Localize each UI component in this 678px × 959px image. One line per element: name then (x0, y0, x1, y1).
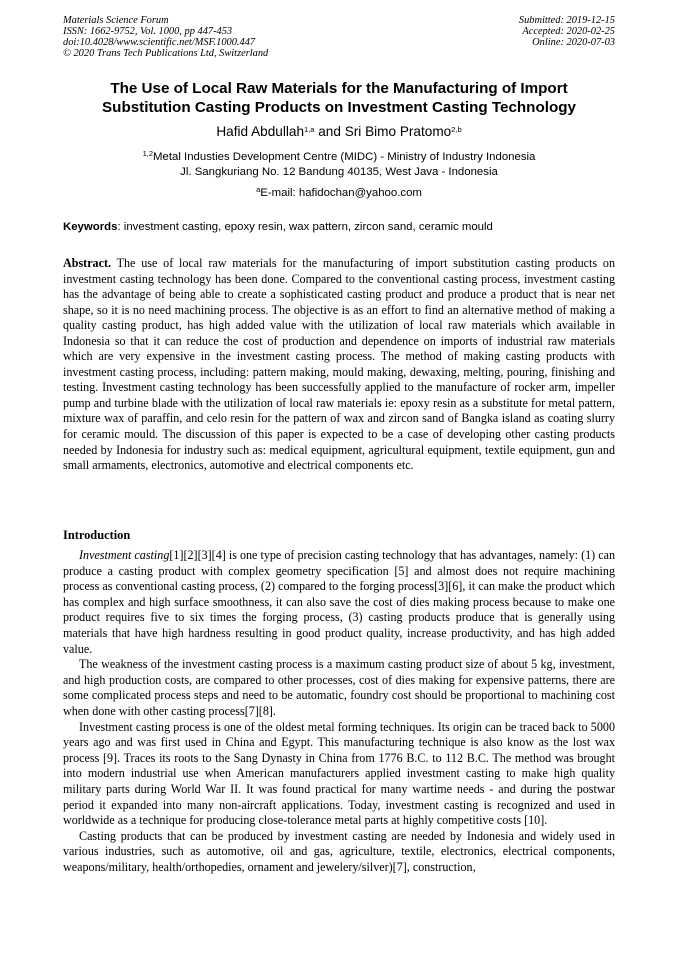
abstract-label: Abstract. (63, 256, 112, 270)
intro-paragraph-4: Casting products that can be produced by investment casting are needed by Indonesia and widely used in various industries, such as automotive, oil and gas, agriculture, textile, electronics, electrical components, weapons/military, health/orthopedies, ornament and jewelery/silver)[7], construction, (63, 828, 615, 874)
submitted-date: Submitted: 2019-12-15 (518, 15, 615, 26)
introduction-body (63, 548, 615, 875)
keywords-label: Keywords (63, 221, 118, 233)
copyright-line: © 2020 Trans Tech Publications Ltd, Switzerland (63, 48, 269, 59)
author-2-affil: 2,b (451, 125, 462, 134)
online-date: Online: 2020-07-03 (532, 37, 615, 48)
author-1-affil: 1,a (304, 125, 315, 134)
intro-term: Investment casting (79, 548, 170, 562)
intro-paragraph-2: The weakness of the investment casting process is a maximum casting product size of about 5 kg, investment, and high production costs, are compared to other processes, cost of dies making for expensive patterns, there are some complicated process steps and need to be automatic, foundry cost should be proportional to machining cost when done with other casting process[7][8]. (63, 657, 615, 718)
title-line-2: Substitution Casting Products on Investment Casting Technology (102, 99, 576, 116)
contact-email (40, 186, 638, 201)
author-conjunction: and (314, 124, 345, 139)
introduction-heading: Introduction (63, 528, 131, 542)
author-1: Hafid Abdullah (216, 124, 305, 139)
affiliation-sup: 1,2 (142, 149, 154, 158)
doi-line: doi:10.4028/www.scientific.net/MSF.1000.447 (63, 37, 256, 48)
author-2: Sri Bimo Pratomo (344, 124, 452, 139)
affiliation (40, 150, 638, 180)
keywords (63, 220, 623, 235)
affiliation-line-1: Metal Industies Development Centre (MIDC) - Ministry of Industry Indonesia (153, 151, 536, 163)
accepted-date: Accepted: 2020-02-25 (522, 26, 615, 37)
journal-info (63, 15, 268, 59)
intro-paragraph-3: Investment casting process is one of the oldest metal forming techniques. Its origin can be traced back to 5000 years ago and was first used in China and Egypt. This manufacturing technique is also know as the lost wax process [9]. Traces its roots to the Sang Dynasty in China from 1776 B.C. to 112 B.C. The method was brought into modern industrial use when American manufacturers applied investment casting to make high quality military parts during World War II. It was found practical for many wartime needs - and during the postwar period it expanded into many non-aircraft applications. Today, investment casting is recognized and used in worldwide as a technique for producing close-tolerance metal parts at highly competitive costs [10]. (63, 719, 615, 828)
email-sup: a (256, 185, 261, 194)
abstract-text: The use of local raw materials for the manufacturing of import substitution casting products on investment casting technology has been done. Compared to the conventional casting process, investment casting has the advantage of being able to create a sophisticated casting product and produce a product that is near net shape, so it is no need machining process. The objective is as an effort to find an alternative method of making a quality casting product, has high added value with the utilization of local raw materials which available in Indonesia so that it can reduce the cost of production and dependence on imports of industrial raw materials which are very expensive in the investment casting process. The method of making casting products with investment casting process, including: pattern making, mould making, dewaxing, melting, pouring, finishing and testing. Investment casting technology has been successfully applied to the manufacture of rocker arm, impeller pump and turbine blade with the utilization of local raw materials ie: epoxy resin as a substitute for metal pattern, mixture wax of paraffin, and celo resin for the pattern of wax and zircon sand of Bangka island as coating slurry for ceramic mould. The discussion of this paper is expected to be a case of developing other casting products needed by Indonesia for industry such as: medical equipment, agricultural equipment, textile equipment, gun and small armaments, electronics, automotive and electrical components etc. (63, 256, 615, 473)
email-text: E-mail: hafidochan@yahoo.com (260, 187, 422, 199)
intro-paragraph-1 (63, 548, 615, 657)
publication-dates (519, 15, 615, 48)
paper-title (40, 79, 638, 117)
title-line-1: The Use of Local Raw Materials for the Manufacturing of Import (110, 80, 568, 97)
affiliation-line-2: Jl. Sangkuriang No. 12 Bandung 40135, West Java - Indonesia (180, 166, 498, 178)
issn-line: ISSN: 1662-9752, Vol. 1000, pp 447-453 (63, 26, 233, 37)
intro-paragraph-1-text: [1][2][3][4] is one type of precision casting technology that has advantages, namely: (1) can produce a casting product with complex geometry specification [5] and almost does not require machining process as conventional casting process, (2) compared to the forging process[3][6], it can make the product which has complex and high surface smoothness, it can also save the cost of dies making process because to make one product requires five to six times the forging process, (3) casting products produce that is generally using materials that have high hardness resulting in good product quality, increase productivity, and has high added value. (63, 548, 615, 656)
keywords-text: : investment casting, epoxy resin, wax pattern, zircon sand, ceramic mould (117, 221, 493, 233)
journal-name: Materials Science Forum (63, 15, 169, 26)
abstract (63, 256, 615, 474)
author-list (40, 123, 638, 140)
